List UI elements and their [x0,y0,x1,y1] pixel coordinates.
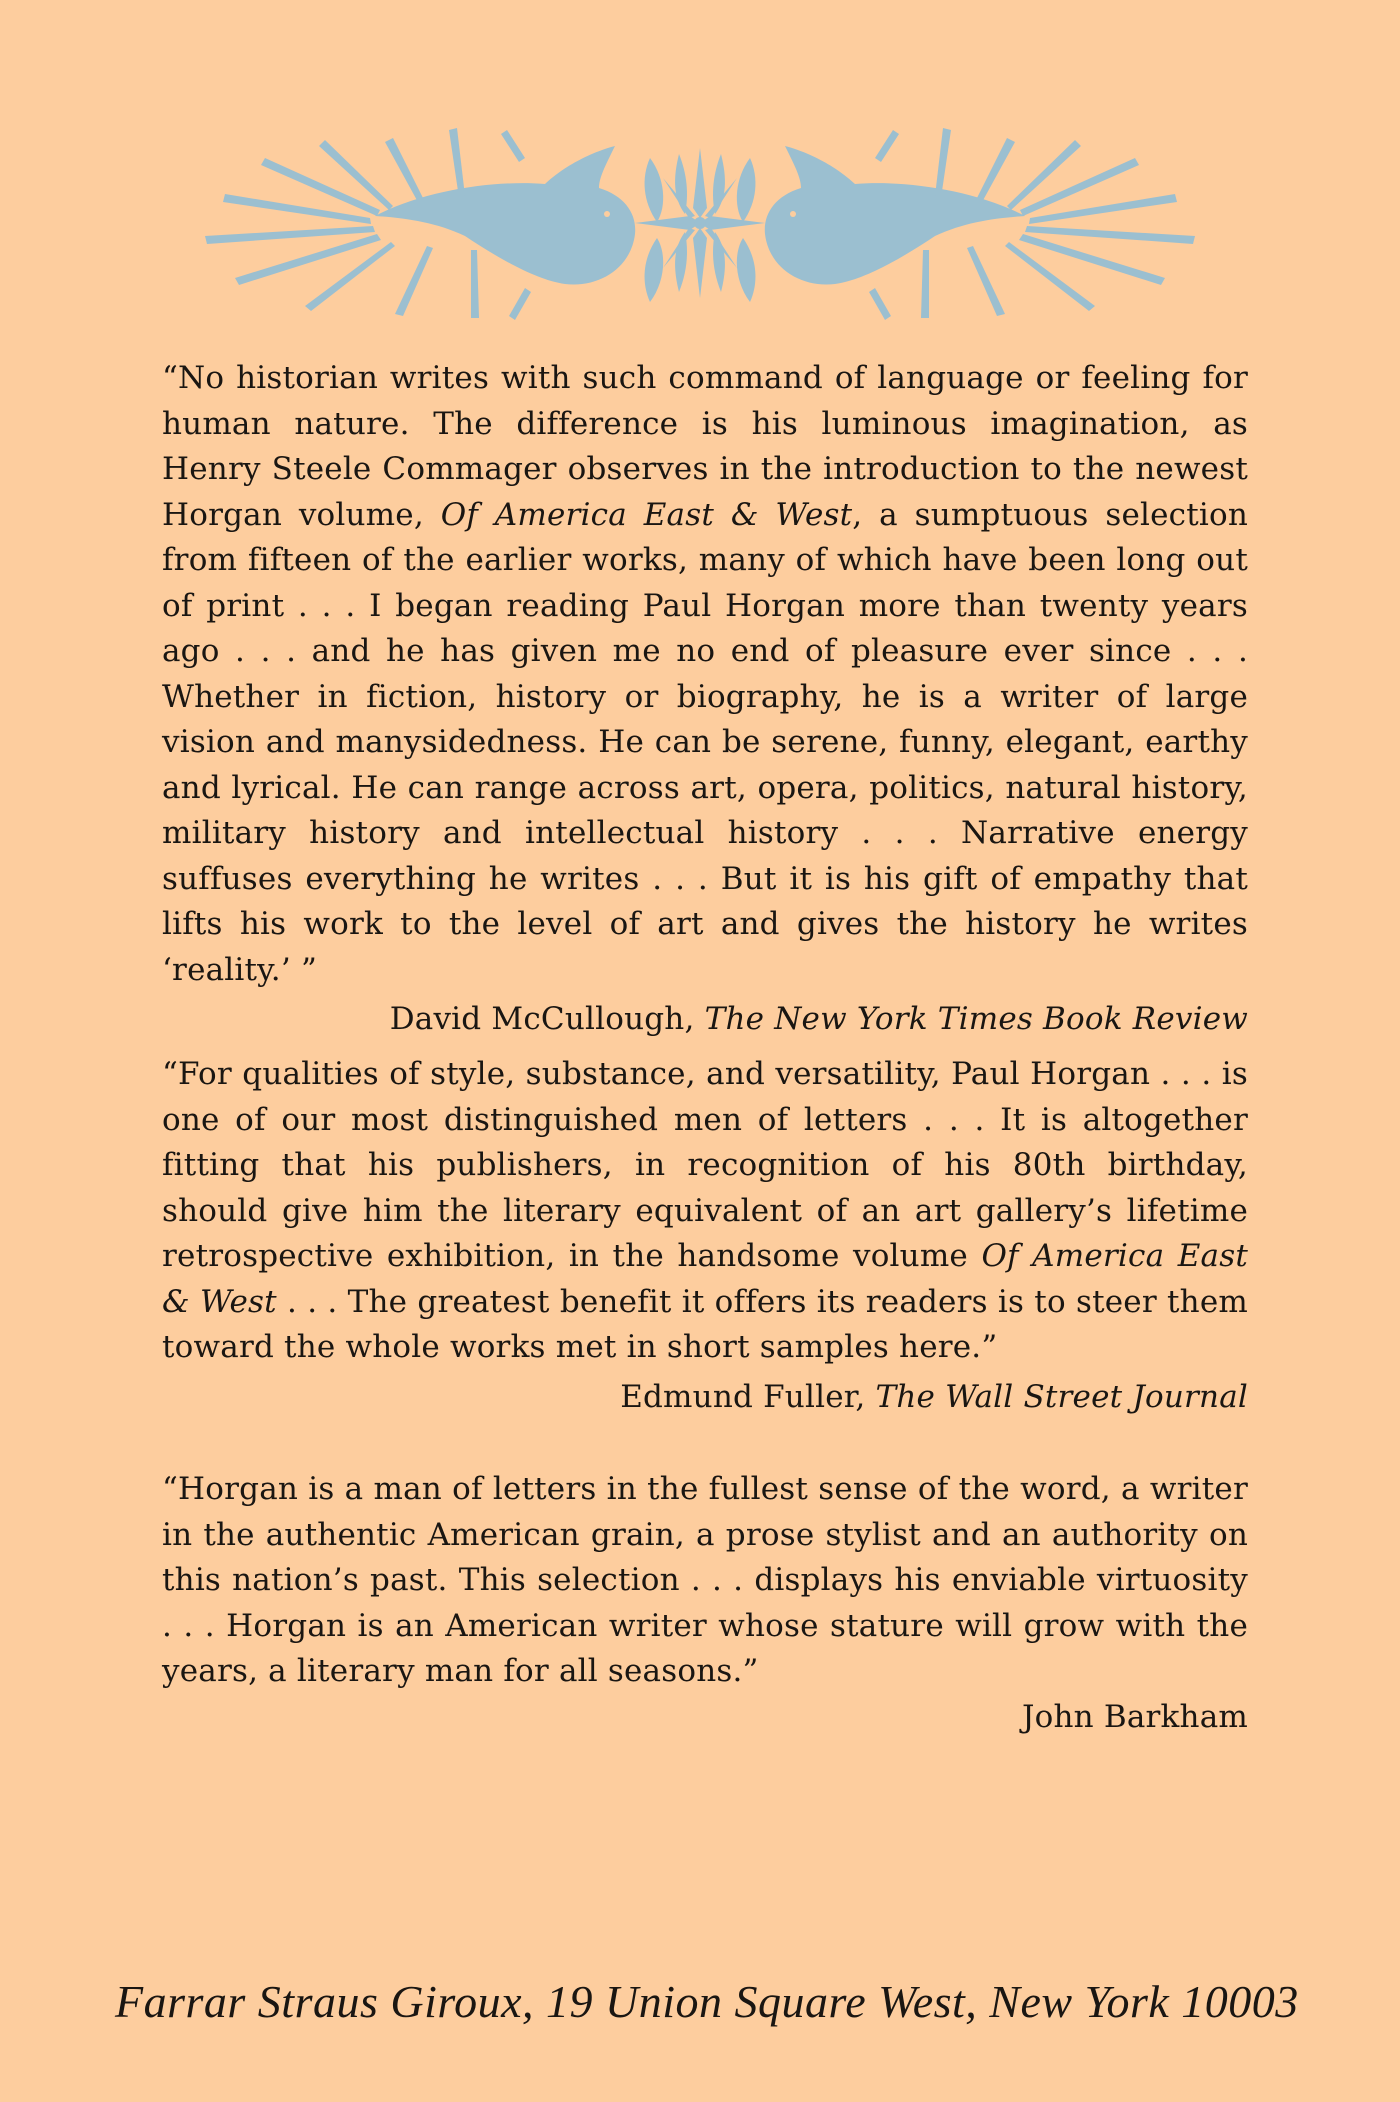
quote-attribution: Edmund Fuller, The Wall Street Journal [620,1378,1248,1415]
publisher-address: Farrar Straus Giroux, 19 Union Square West, New York 10003 [115,1976,1299,2027]
book-title: Of America East & West [440,496,853,533]
review-quote-fuller [162,1052,1248,1420]
review-quote-barkham [162,1467,1248,1740]
quote-text: “Horgan is a man of letters in the fullest sense of the word, a writer in the authentic American grain, a prose stylist and an authority on this nation’s past. This selection . . . displays his enviable virtuosity . . . Horgan is an American writer whose stature will grow with the years, a literary man for all seasons.” [162,1471,1248,1689]
review-quote-mccullough [162,356,1248,1043]
publication-name: The New York Times Book Review [704,1001,1248,1037]
book-title: Of America East & West [162,1238,1249,1320]
quote-attribution: John Barkham [1022,1698,1248,1735]
quote-text: “No historian writes with such command of language or feeling for human nature. The difference is his luminous imagination, as Henry Steele Commager observes in the introduction to the newest Horgan volume, Of America East & West, a sumptuous selection from fifteen of the earlier works, many of which have been long out of print . . . I began reading Paul Horgan more than twenty years ago . . . and he has given me no end of pleasure ever since . . . Whether in fiction, history or biography, he is a writer of large vision and manysidedness. He can be serene, funny, elegant, earthy and lyrical. He can range across art, opera, politics, natural history, military history and intellectual history . . . Narrative energy suffuses everything he writes . . . But it is his gift of empathy that lifts his work to the level of art and gives the history he writes ‘reality.’ ” [162,360,1249,988]
publication-name: The Wall Street Journal [875,1378,1248,1415]
quote-text: “For qualities of style, substance, and versatility, Paul Horgan . . . is one of our most distinguished men of letters . . . It is altogether fitting that his publishers, in recognition of his 80th birthday, should give him the literary equivalent of an art gallery’s lifetime retrospective exhibition, in the handsome volume Of America East & West . . . The greatest benefit it offers its readers is to steer them toward the whole works met in short samples here.” [162,1056,1249,1365]
folk-birds-ornament-icon [195,118,1205,328]
quote-attribution: David McCullough, The New York Times Book Review [389,1001,1248,1037]
